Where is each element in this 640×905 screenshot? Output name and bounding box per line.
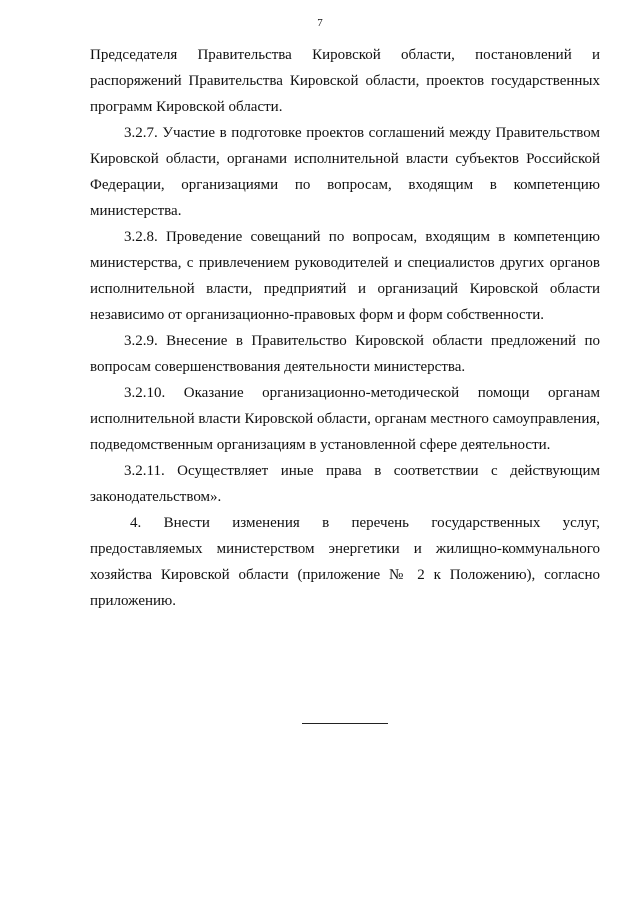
page-number: 7 — [317, 17, 323, 29]
document-body — [90, 42, 600, 614]
paragraph-3-2-10: 3.2.10. Оказание организационно-методической помощи органам исполнительной власти Кировской области, органам местного самоуправления, подведомственным организациям в установленной сфере деятельности. — [90, 385, 600, 453]
paragraph-3-2-7: 3.2.7. Участие в подготовке проектов соглашений между Правительством Кировской области, органами исполнительной власти субъектов Российской Федерации, организациями по вопросам, входящим в компетенцию министерства. — [90, 125, 600, 219]
paragraph-4: 4. Внести изменения в перечень государственных услуг, предоставляемых министерством энергетики и жилищно-коммунального хозяйства Кировской области (приложение № 2 к Положению), согласно приложению. — [90, 515, 600, 609]
end-divider-line — [302, 723, 388, 724]
paragraph-continuation: Председателя Правительства Кировской области, постановлений и распоряжений Правительства Кировской области, проектов государственных программ Кировской области. — [90, 47, 600, 115]
paragraph-3-2-9: 3.2.9. Внесение в Правительство Кировской области предложений по вопросам совершенствования деятельности министерства. — [90, 333, 600, 375]
paragraph-3-2-8: 3.2.8. Проведение совещаний по вопросам, входящим в компетенцию министерства, с привлечением руководителей и специалистов других органов исполнительной власти, предприятий и организаций Кировской области независимо от организационно-правовых форм и форм собственности. — [90, 229, 600, 323]
paragraph-3-2-11: 3.2.11. Осуществляет иные права в соответствии с действующим законодательством». — [90, 463, 600, 505]
